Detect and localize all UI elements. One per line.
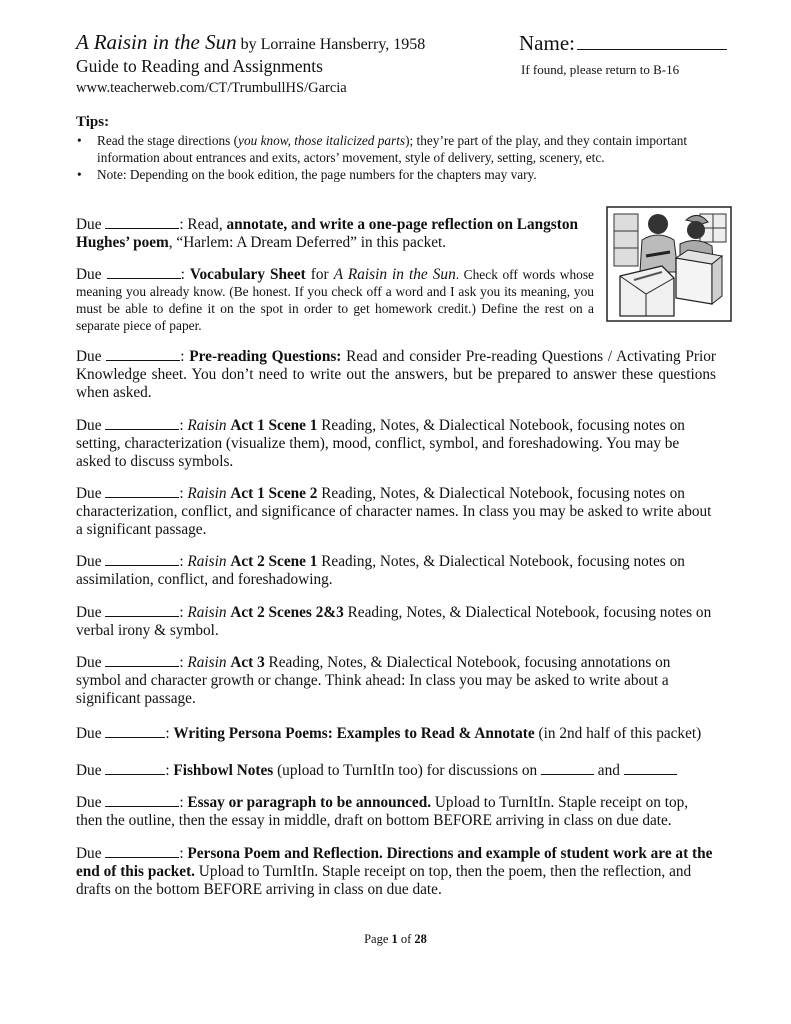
assignment-pre-reading: Due : Pre-reading Questions: Read and consider Pre-reading Questions / Activating Prior Knowledge sheet. You don’t need to write out the answers, but be prepared to answer these questions when asked.	[76, 348, 717, 401]
due-date-blank	[105, 724, 165, 738]
bullet-icon: •	[77, 167, 82, 182]
assignment-act1-scene2: Due : Raisin Act 1 Scene 2 Reading, Notes, & Dialectical Notebook, focusing notes on characterization, conflict, and significance of character names. In class you may be asked to write about a significant passage.	[76, 485, 712, 538]
assignment-act2-scene1: Due : Raisin Act 2 Scene 1 Reading, Notes, & Dialectical Notebook, focusing notes on assimilation, conflict, and foreshadowing.	[76, 553, 685, 588]
due-date-blank	[105, 653, 179, 667]
due-date-blank	[105, 793, 179, 807]
assignment-act3: Due : Raisin Act 3 Reading, Notes, & Dialectical Notebook, focusing annotations on symbol and character growth or change. Think ahead: In class you may be asked to write about a significant passage.	[76, 654, 671, 707]
return-note: If found, please return to B-16	[521, 62, 680, 77]
due-date-blank	[105, 215, 179, 229]
guide-subtitle: Guide to Reading and Assignments	[76, 56, 323, 76]
document-title	[76, 30, 425, 55]
assignment-vocabulary: Due : Vocabulary Sheet for A Raisin in the Sun. Check off words whose meaning you already know. (Be honest. If you check off a word and I ask you its meaning, you must be able to define it on the spot in order to get homework credit.) Define the rest on a separate piece of paper.	[76, 266, 594, 333]
page-number: Page 1 of 28	[364, 932, 427, 946]
discussion-date-blank	[624, 761, 677, 775]
discussion-date-blank	[541, 761, 594, 775]
due-date-blank	[107, 265, 181, 279]
due-date-blank	[105, 761, 165, 775]
assignment-act2-scenes2-3: Due : Raisin Act 2 Scenes 2&3 Reading, Notes, & Dialectical Notebook, focusing notes on verbal irony & symbol.	[76, 604, 712, 639]
teacher-url: www.teacherweb.com/CT/TrumbullHS/Garcia	[76, 80, 347, 96]
assignment-persona-poem-examples: Due : Writing Persona Poems: Examples to Read & Annotate (in 2nd half of this packet)	[76, 725, 702, 742]
assignment-harlem-poem: Due : Read, annotate, and write a one-page reflection on Langston Hughes’ poem, “Harlem: A Dream Deferred” in this packet.	[76, 216, 579, 251]
due-date-blank	[105, 484, 179, 498]
name-label: Name:	[519, 31, 575, 55]
name-field	[519, 31, 727, 56]
family-moving-illustration	[606, 206, 732, 322]
name-blank	[577, 31, 727, 50]
assignment-essay: Due : Essay or paragraph to be announced. Upload to TurnItIn. Staple receipt on top, then the outline, then the essay in middle, draft on bottom BEFORE arriving in class on due date.	[76, 794, 689, 829]
assignment-persona-poem-reflection: Due : Persona Poem and Reflection. Directions and example of student work are at the end of this packet. Upload to TurnItIn. Staple receipt on top, then the poem, then the reflection, and drafts on the bottom BEFORE arriving in class on due date.	[76, 845, 713, 898]
book-title: A Raisin in the Sun	[76, 30, 237, 54]
tip-item: • Note: Depending on the book edition, the page numbers for the chapters may vary.	[77, 167, 537, 182]
due-date-blank	[106, 347, 180, 361]
due-date-blank	[105, 552, 179, 566]
bullet-icon: •	[77, 133, 82, 148]
assignment-fishbowl-notes: Due : Fishbowl Notes (upload to TurnItIn too) for discussions on and	[76, 761, 716, 780]
due-date-blank	[105, 603, 179, 617]
author-line: by Lorraine Hansberry, 1958	[236, 36, 426, 53]
assignment-act1-scene1: Due : Raisin Act 1 Scene 1 Reading, Notes, & Dialectical Notebook, focusing notes on setting, characterization (visualize them), mood, conflict, symbol, and foreshadowing. You may be asked to discuss symbols.	[76, 417, 685, 470]
tip-item: • Read the stage directions (you know, those italicized parts); they’re part of the play, and they contain important information about entrances and exits, actors’ movement, style of delivery, setting, scenery, etc.	[77, 133, 688, 165]
due-date-blank	[105, 844, 179, 858]
tips-heading: Tips:	[76, 114, 110, 130]
due-date-blank	[105, 416, 179, 430]
tips-list	[76, 132, 716, 183]
